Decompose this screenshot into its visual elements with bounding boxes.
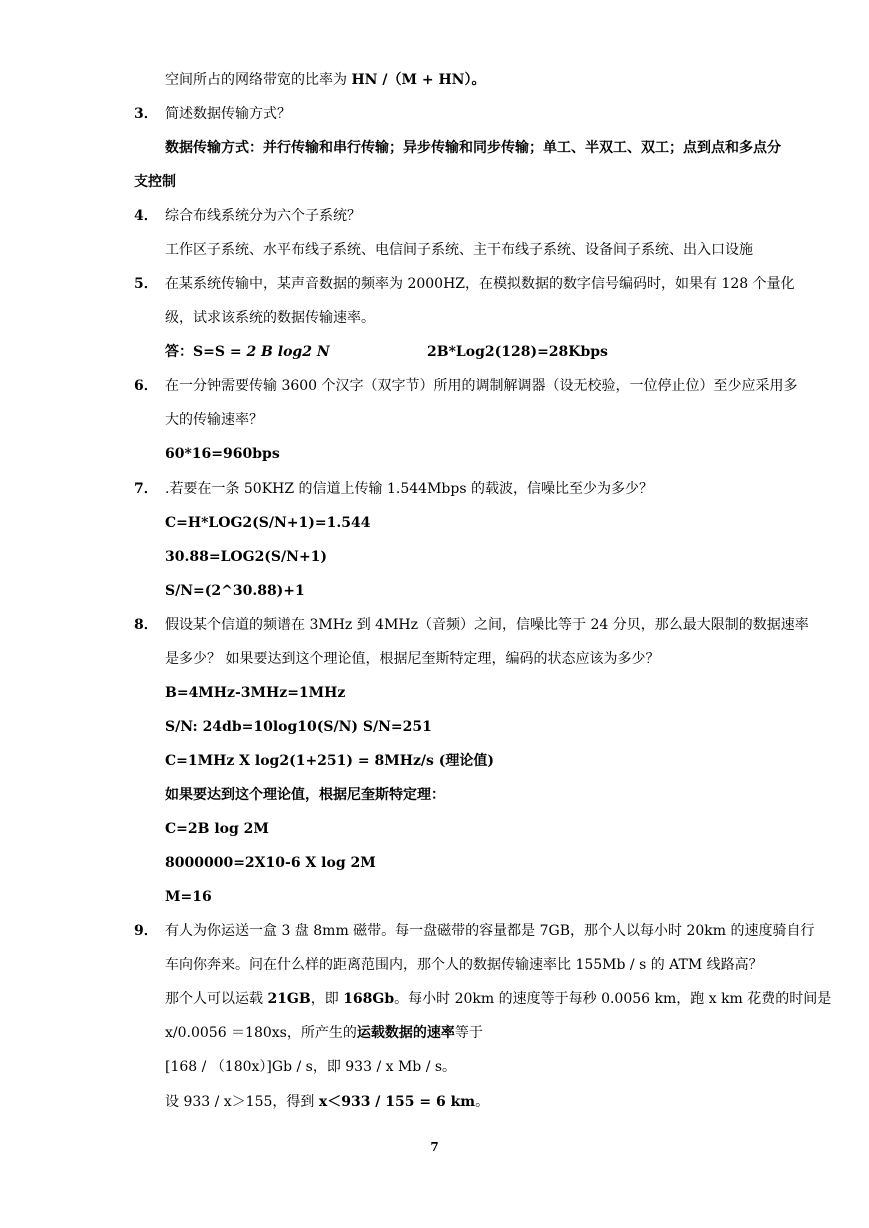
answer-text: C=1MHz X log2(1+251) = 8MHz/s (理论值) xyxy=(165,753,495,769)
formula: 2 B log2 N xyxy=(246,344,330,360)
text: 空间所占的网络带宽的比率为 xyxy=(165,72,352,88)
answer-text: 数据传输方式：并行传输和串行传输；异步传输和同步传输；单工、半双工、双工；点到点和多点分 xyxy=(165,140,781,156)
text: 168Gb xyxy=(343,991,395,1007)
question-text: 在某系统传输中，某声音数据的频率为 2000HZ，在模拟数据的数字信号编码时，如果有 128 个量化 xyxy=(165,276,795,292)
answer-text: 60*16=960bps xyxy=(165,446,280,462)
question-number: 4． xyxy=(134,208,158,224)
question-text: 车向你奔来。问在什么样的距离范围内，那个人的数据传输速率比 155Mb / s 的 ATM 线路高？ xyxy=(165,957,763,973)
question-text: 在一分钟需要传输 3600 个汉字（双字节）所用的调制解调器（设无校验，一位停止位）至少应采用多 xyxy=(165,378,798,394)
answer-text: 30.88=LOG2(S/N+1) xyxy=(165,549,328,565)
answer-text: 支控制 xyxy=(134,174,176,190)
answer-text: B=4MHz-3MHz=1MHz xyxy=(165,685,346,701)
text: HN /（M + HN）。 xyxy=(351,72,486,88)
answer-text xyxy=(165,1023,483,1043)
answer-text: 工作区子系统、水平布线子系统、电信间子系统、主干布线子系统、设备间子系统、出入口设施 xyxy=(165,242,753,258)
text: 21GB xyxy=(267,991,311,1007)
text: 。 xyxy=(475,1094,490,1110)
text: 运载数据的速率 xyxy=(356,1025,455,1041)
answer-text: 2B*Log2(128)=28Kbps xyxy=(427,344,608,360)
answer-text: 如果要达到这个理论值，根据尼奎斯特定理： xyxy=(165,787,445,803)
question-text: 是多少？ 如果要达到这个理论值，根据尼奎斯特定理，编码的状态应该为多少？ xyxy=(165,651,660,667)
text: x/0.0056 ＝180xs，所产生的 xyxy=(165,1025,357,1041)
text: 答：S=S = xyxy=(165,344,247,360)
answer-text xyxy=(165,342,330,362)
answer-text: M=16 xyxy=(165,889,212,905)
question-text: .若要在一条 50KHZ 的信道上传输 1.544Mbps 的载波，信噪比至少为多少？ xyxy=(165,481,653,497)
question-number: 3． xyxy=(134,106,158,122)
text: 那个人可以运载 xyxy=(165,991,268,1007)
question-text: 综合布线系统分为六个子系统？ xyxy=(165,208,361,224)
answer-text xyxy=(165,989,831,1009)
answer-text: 8000000=2X10-6 X log 2M xyxy=(165,855,376,871)
text: ，即 xyxy=(310,991,344,1007)
text: 等于 xyxy=(454,1025,483,1041)
question-number: 5． xyxy=(134,276,158,292)
question-text: 假设某个信道的频谱在 3MHz 到 4MHz（音频）之间，信噪比等于 24 分贝，那么最大限制的数据速率 xyxy=(165,617,809,633)
text: x＜933 / 155 = 6 km xyxy=(318,1094,476,1110)
question-number: 6． xyxy=(134,378,158,394)
answer-text: C=H*LOG2(S/N+1)=1.544 xyxy=(165,515,371,531)
question-text: 简述数据传输方式？ xyxy=(165,106,291,122)
question-number: 7． xyxy=(134,481,158,497)
page-number: 7 xyxy=(430,1140,439,1154)
question-text: 有人为你运送一盒 3 盘 8mm 磁带。每一盘磁带的容量都是 7GB，那个人以每小时 20km 的速度骑自行 xyxy=(165,923,815,939)
question-number: 8． xyxy=(134,617,158,633)
answer-text: C=2B log 2M xyxy=(165,821,269,837)
question-text: 级，试求该系统的数据传输速率。 xyxy=(165,310,375,326)
answer-text: S/N=(2^30.88)+1 xyxy=(165,583,305,599)
answer-text xyxy=(165,1092,489,1112)
question-text: 大的传输速率？ xyxy=(165,412,263,428)
answer-text: S/N: 24db=10log10(S/N) S/N=251 xyxy=(165,719,432,735)
paragraph-line xyxy=(165,70,485,90)
answer-text: [168 / （180x）]Gb / s，即 933 / x Mb / s。 xyxy=(165,1059,457,1075)
question-number: 9． xyxy=(134,923,158,939)
text: 设 933 / x＞155，得到 xyxy=(165,1094,319,1110)
text: 。每小时 20km 的速度等于每秒 0.0056 km，跑 x km 花费的时间是 xyxy=(394,991,832,1007)
